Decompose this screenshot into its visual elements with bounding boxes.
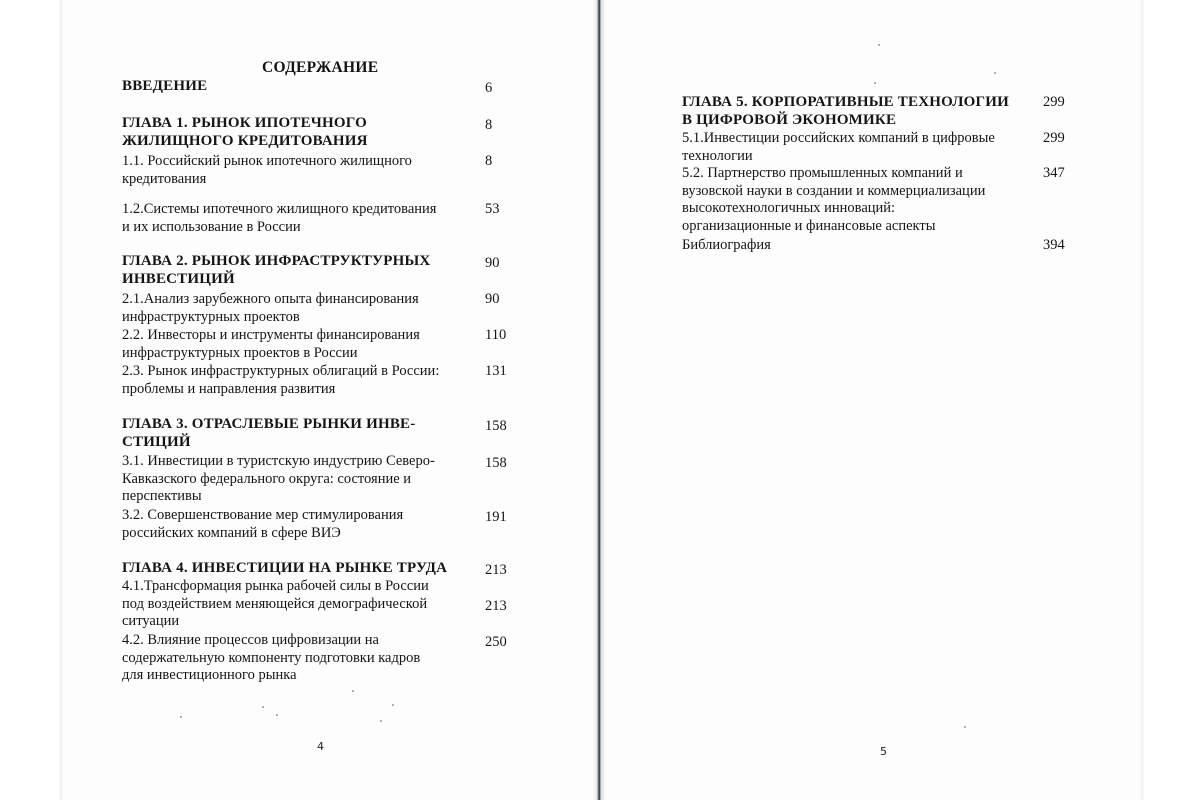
toc-page-number: 110 (485, 327, 507, 343)
scan-speck (352, 690, 354, 692)
toc-entry-line: ГЛАВА 5. КОРПОРАТИВНЫЕ ТЕХНОЛОГИИ (682, 94, 1009, 110)
toc-entry-line: ситуации (122, 613, 180, 629)
toc-entry-line: проблемы и направления развития (122, 380, 336, 397)
toc-page-number: 299 (1043, 94, 1065, 110)
toc-entry-chapter-1[interactable] (122, 115, 368, 150)
scan-speck (964, 726, 966, 728)
toc-entry-chapter-4[interactable] (122, 560, 447, 578)
toc-page-number: 191 (485, 509, 507, 525)
toc-entry-line: 5.1.Инвестиции российских компаний в цифровые (682, 130, 995, 146)
toc-entry-section-4-1[interactable] (122, 578, 429, 631)
right-page-edge (1141, 0, 1145, 800)
toc-entry-line: 1.2.Системы ипотечного жилищного кредитования (122, 201, 437, 217)
toc-page-number: 213 (485, 598, 507, 614)
toc-entry-line: высокотехнологичных инноваций: (682, 200, 896, 216)
toc-entry-line: технологии (682, 147, 753, 164)
toc-page-number: 53 (485, 201, 500, 217)
toc-entry-section-2-2[interactable] (122, 327, 420, 362)
toc-page-number: 90 (485, 255, 500, 271)
toc-entry-line: ИНВЕСТИЦИЙ (122, 270, 235, 287)
toc-page-number: 131 (485, 363, 507, 379)
toc-entry-line: 3.1. Инвестиции в туристскую индустрию Северо- (122, 453, 435, 469)
toc-entry-chapter-3[interactable] (122, 416, 415, 451)
scan-speck (878, 44, 880, 46)
toc-page-number: 8 (485, 153, 493, 169)
toc-entry-line: ГЛАВА 2. РЫНОК ИНФРАСТРУКТУРНЫХ (122, 253, 431, 269)
toc-entry-line: ГЛАВА 1. РЫНОК ИПОТЕЧНОГО (122, 115, 367, 131)
toc-entry-line: инфраструктурных проектов (122, 308, 300, 325)
toc-entry-line: СТИЦИЙ (122, 433, 191, 450)
toc-entry-line: В ЦИФРОВОЙ ЭКОНОМИКЕ (682, 111, 897, 128)
toc-entry-section-4-2[interactable] (122, 632, 420, 685)
toc-entry-section-3-2[interactable] (122, 507, 403, 542)
toc-entry-bibliography[interactable] (682, 237, 771, 255)
toc-page-number: 158 (485, 455, 507, 471)
toc-entry-section-5-2[interactable] (682, 165, 985, 235)
toc-entry-line: и их использование в России (122, 218, 301, 235)
right-page-number: 5 (880, 745, 887, 758)
toc-entry-line: 4.1.Трансформация рынка рабочей силы в России (122, 578, 429, 594)
book-gutter (592, 0, 606, 800)
toc-page-number: 158 (485, 418, 507, 434)
toc-entry-section-2-3[interactable] (122, 363, 439, 398)
scan-speck (380, 720, 382, 722)
toc-entry-section-3-1[interactable] (122, 453, 435, 506)
toc-entry-line: кредитования (122, 170, 207, 187)
toc-entry-line: для инвестиционного рынка (122, 667, 297, 683)
toc-entry-line: Кавказского федерального округа: состояние и (122, 470, 412, 487)
toc-heading: СОДЕРЖАНИЕ (262, 59, 379, 76)
toc-page-number: 250 (485, 634, 507, 650)
toc-page-number: 347 (1043, 165, 1065, 181)
toc-page-number: 213 (485, 562, 507, 578)
left-page-number: 4 (317, 740, 324, 753)
scan-speck (874, 82, 876, 84)
scan-speck (180, 716, 182, 718)
toc-entry-line: ЖИЛИЩНОГО КРЕДИТОВАНИЯ (122, 132, 368, 149)
toc-entry-section-1-1[interactable] (122, 153, 412, 188)
toc-entry-line: под воздействием меняющейся демографической (122, 595, 428, 612)
toc-page-number: 394 (1043, 237, 1065, 253)
toc-entry-line: вузовской науки в создании и коммерциализации (682, 182, 986, 199)
scan-speck (994, 72, 996, 74)
toc-entry-line: ВВЕДЕНИЕ (122, 78, 208, 94)
toc-entry-chapter-2[interactable] (122, 253, 430, 288)
toc-entry-line: инфраструктурных проектов в России (122, 344, 358, 361)
toc-entry-section-1-2[interactable] (122, 201, 436, 236)
scan-speck (262, 706, 264, 708)
left-page-edge (58, 0, 62, 800)
toc-entry-line: Библиография (682, 237, 771, 253)
toc-entry-line: содержательную компоненту подготовки кадров (122, 649, 421, 666)
toc-entry-section-5-1[interactable] (682, 130, 995, 165)
toc-entry-line: ГЛАВА 4. ИНВЕСТИЦИИ НА РЫНКЕ ТРУДА (122, 560, 448, 576)
toc-entry-line: 1.1. Российский рынок ипотечного жилищного (122, 153, 412, 169)
toc-entry-line: 2.3. Рынок инфраструктурных облигаций в России: (122, 363, 440, 379)
toc-page-number: 8 (485, 117, 493, 133)
toc-entry-line: 5.2. Партнерство промышленных компаний и (682, 165, 963, 181)
toc-page-number: 6 (485, 80, 493, 96)
toc-entry-line: ГЛАВА 3. ОТРАСЛЕВЫЕ РЫНКИ ИНВЕ- (122, 416, 416, 432)
toc-entry-line: 2.2. Инвесторы и инструменты финансирования (122, 327, 420, 343)
toc-entry-line: 2.1.Анализ зарубежного опыта финансирования (122, 291, 419, 307)
toc-entry-line: российских компаний в сфере ВИЭ (122, 524, 341, 541)
toc-entry-introduction[interactable] (122, 78, 207, 96)
toc-page-number: 299 (1043, 130, 1065, 146)
toc-page-number: 90 (485, 291, 500, 307)
toc-entry-line: организационные и финансовые аспекты (682, 217, 936, 234)
toc-entry-line: 3.2. Совершенствование мер стимулирования (122, 507, 404, 523)
toc-entry-line: 4.2. Влияние процессов цифровизации на (122, 632, 379, 648)
toc-entry-chapter-5[interactable] (682, 94, 1009, 129)
toc-entry-line: перспективы (122, 488, 202, 504)
scan-speck (276, 714, 278, 716)
toc-entry-section-2-1[interactable] (122, 291, 419, 326)
scan-speck (392, 704, 394, 706)
